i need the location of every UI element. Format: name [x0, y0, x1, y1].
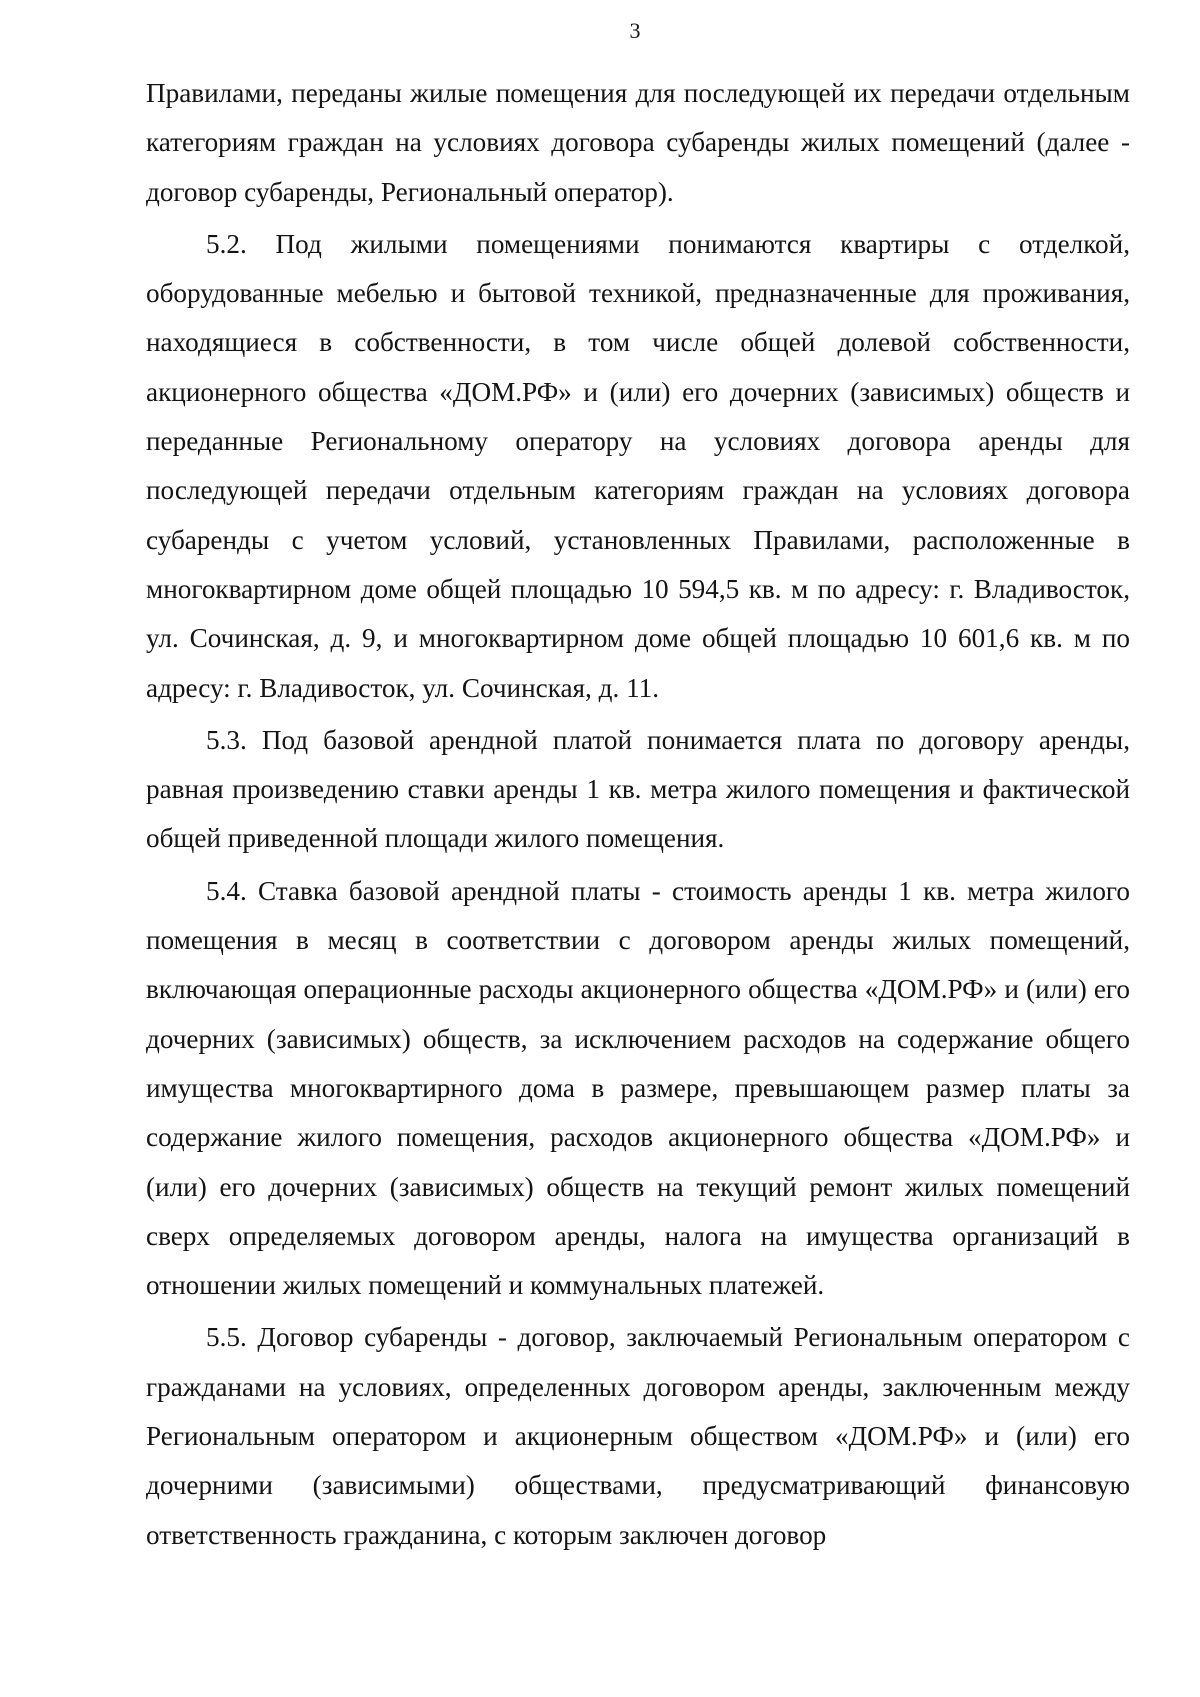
paragraph-5-4: 5.4. Ставка базовой арендной платы - стоимость аренды 1 кв. метра жилого помещения в месяц в соответствии с договором аренды жилых помещений, включающая операционные расходы акционерного общества «ДОМ.РФ» и (или) его дочерних (зависимых) обществ, за исключением расходов на содержание общего имущества многоквартирного дома в размере, превышающем размер платы за содержание жилого помещения, расходов акционерного общества «ДОМ.РФ» и (или) его дочерних (зависимых) обществ на текущий ремонт жилых помещений сверх определяемых договором аренды, налога на имущества организаций в отношении жилых помещений и коммунальных платежей. [146, 875, 1130, 1301]
paragraph-5-2: 5.2. Под жилыми помещениями понимаются квартиры с отделкой, оборудованные мебелью и бытовой техникой, предназначенные для проживания, находящиеся в собственности, в том числе общей долевой собственности, акционерного общества «ДОМ.РФ» и (или) его дочерних (зависимых) обществ и переданные Региональному оператору на условиях договора аренды для последующей передачи отдельным категориям граждан на условиях договора субаренды с учетом условий, установленных Правилами, расположенные в многоквартирном доме общей площадью 10 594,5 кв. м по адресу: г. Владивосток, ул. Сочинская, д. 9, и многоквартирном доме общей площадью 10 601,6 кв. м по адресу: г. Владивосток, ул. Сочинская, д. 11. [146, 228, 1130, 703]
paragraph-continuation: Правилами, переданы жилые помещения для последующей их передачи отдельным категориям граждан на условиях договора субаренды жилых помещений (далее - договор субаренды, Региональный оператор). [146, 78, 1130, 207]
paragraph-5-3: 5.3. Под базовой арендной платой понимается плата по договору аренды, равная произведению ставки аренды 1 кв. метра жилого помещения и фактической общей приведенной площади жилого помещения. [146, 724, 1130, 854]
document-body [146, 69, 1130, 1563]
page-number: 3 [629, 18, 641, 43]
paragraph-5-5: 5.5. Договор субаренды - договор, заключаемый Региональным оператором с гражданами на условиях, определенных договором аренды, заключенным между Региональным оператором и акционерным обществом «ДОМ.РФ» и (или) его дочерними (зависимыми) обществами, предусматривающий финансовую ответственность гражданина, с которым заключен договор [146, 1322, 1130, 1550]
